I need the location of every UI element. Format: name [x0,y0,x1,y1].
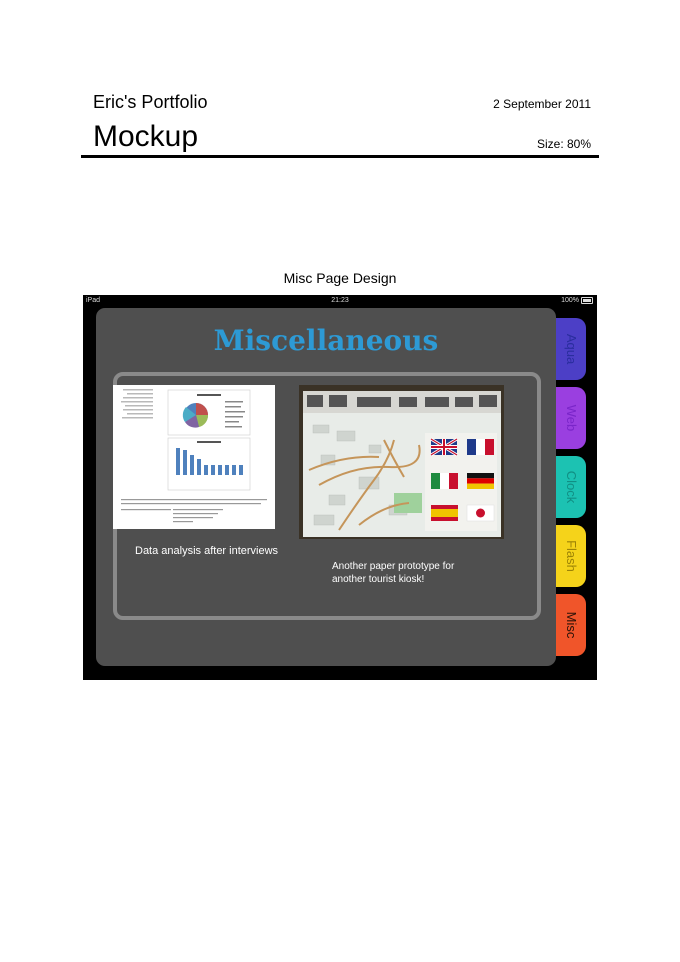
tab-flash[interactable] [556,525,586,587]
flag-uk-icon [431,439,457,455]
flag-germany-icon [467,473,494,489]
paper-prototype-thumbnail[interactable] [299,385,504,539]
caption-data-analysis: Data analysis after interviews [135,545,279,557]
page-title: Miscellaneous [213,324,439,357]
flag-italy-icon [431,473,458,489]
tab-label: Web [564,404,579,432]
data-analysis-thumbnail[interactable] [113,385,275,529]
flag-japan-icon [467,505,494,521]
doc-title: Eric's Portfolio [93,92,208,112]
doc-divider [81,155,599,158]
flag-france-icon [467,439,494,455]
caption-paper-prototype: Another paper prototype for another tourist kiosk! [332,561,455,585]
battery-icon [581,297,593,304]
tab-label: Misc [564,611,579,639]
tab-web[interactable] [556,387,586,449]
doc-heading: Mockup [93,120,199,153]
tab-aqua[interactable] [556,318,586,380]
status-battery [561,295,593,306]
tab-label: Aqua [564,333,579,365]
paper-prototype-image [299,385,504,539]
content-panel [96,308,556,666]
doc-size: Size: 80% [536,137,591,151]
status-time: 21:23 [331,297,349,304]
tab-label: Flash [564,540,579,572]
status-device: iPad [86,297,101,304]
battery-percent: 100% [561,297,579,304]
status-bar [83,295,597,306]
doc-date: 2 September 2011 [493,97,591,111]
tab-clock[interactable] [556,456,586,518]
tab-misc[interactable] [556,594,586,656]
frame-caption: Misc Page Design [283,270,397,286]
tab-label: Clock [564,470,579,504]
ipad-screen [83,295,597,680]
data-analysis-image [113,385,275,529]
flag-spain-icon [431,505,458,521]
